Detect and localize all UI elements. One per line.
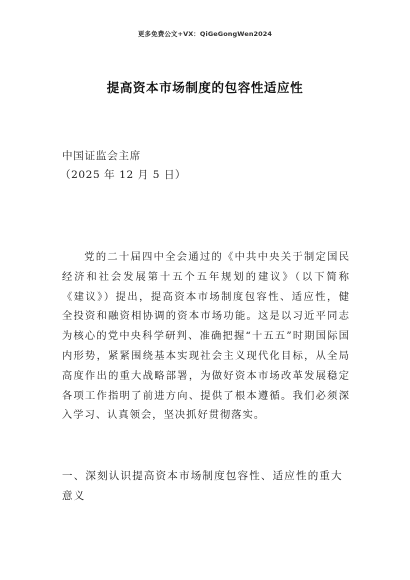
body-paragraph — [62, 248, 350, 426]
author-line: 中国证监会主席 — [62, 150, 142, 162]
body-paragraph-text: 党的二十届四中全会通过的《中共中央关于制定国民经济和社会发展第十五个五年规划的建议》（以下简称《建议》）提出，提高资本市场制度包容性、适应性，健全投资和融资相协调的资本市场功能。这是以习近平同志为核心的党中央科学研判、准确把握“十五五”时期国际国内形势，紧紧围绕基本实现社会主义现代化目标，从全局高度作出的重大战略部署，为做好资本市场改革发展稳定各项工作指明了前进方向、提供了根本遵循。我们必须深入学习、认真领会，坚决抓好贯彻落实。 — [62, 252, 350, 422]
section-heading: 一、深刻认识提高资本市场制度包容性、适应性的重大意义 — [62, 470, 343, 502]
header-note: 更多免费公文+VX：QiGeGongWen2024 — [137, 30, 273, 38]
document-title: 提高资本市场制度的包容性适应性 — [106, 80, 304, 95]
date-line: （2025 年 12 月 5 日） — [60, 169, 187, 181]
